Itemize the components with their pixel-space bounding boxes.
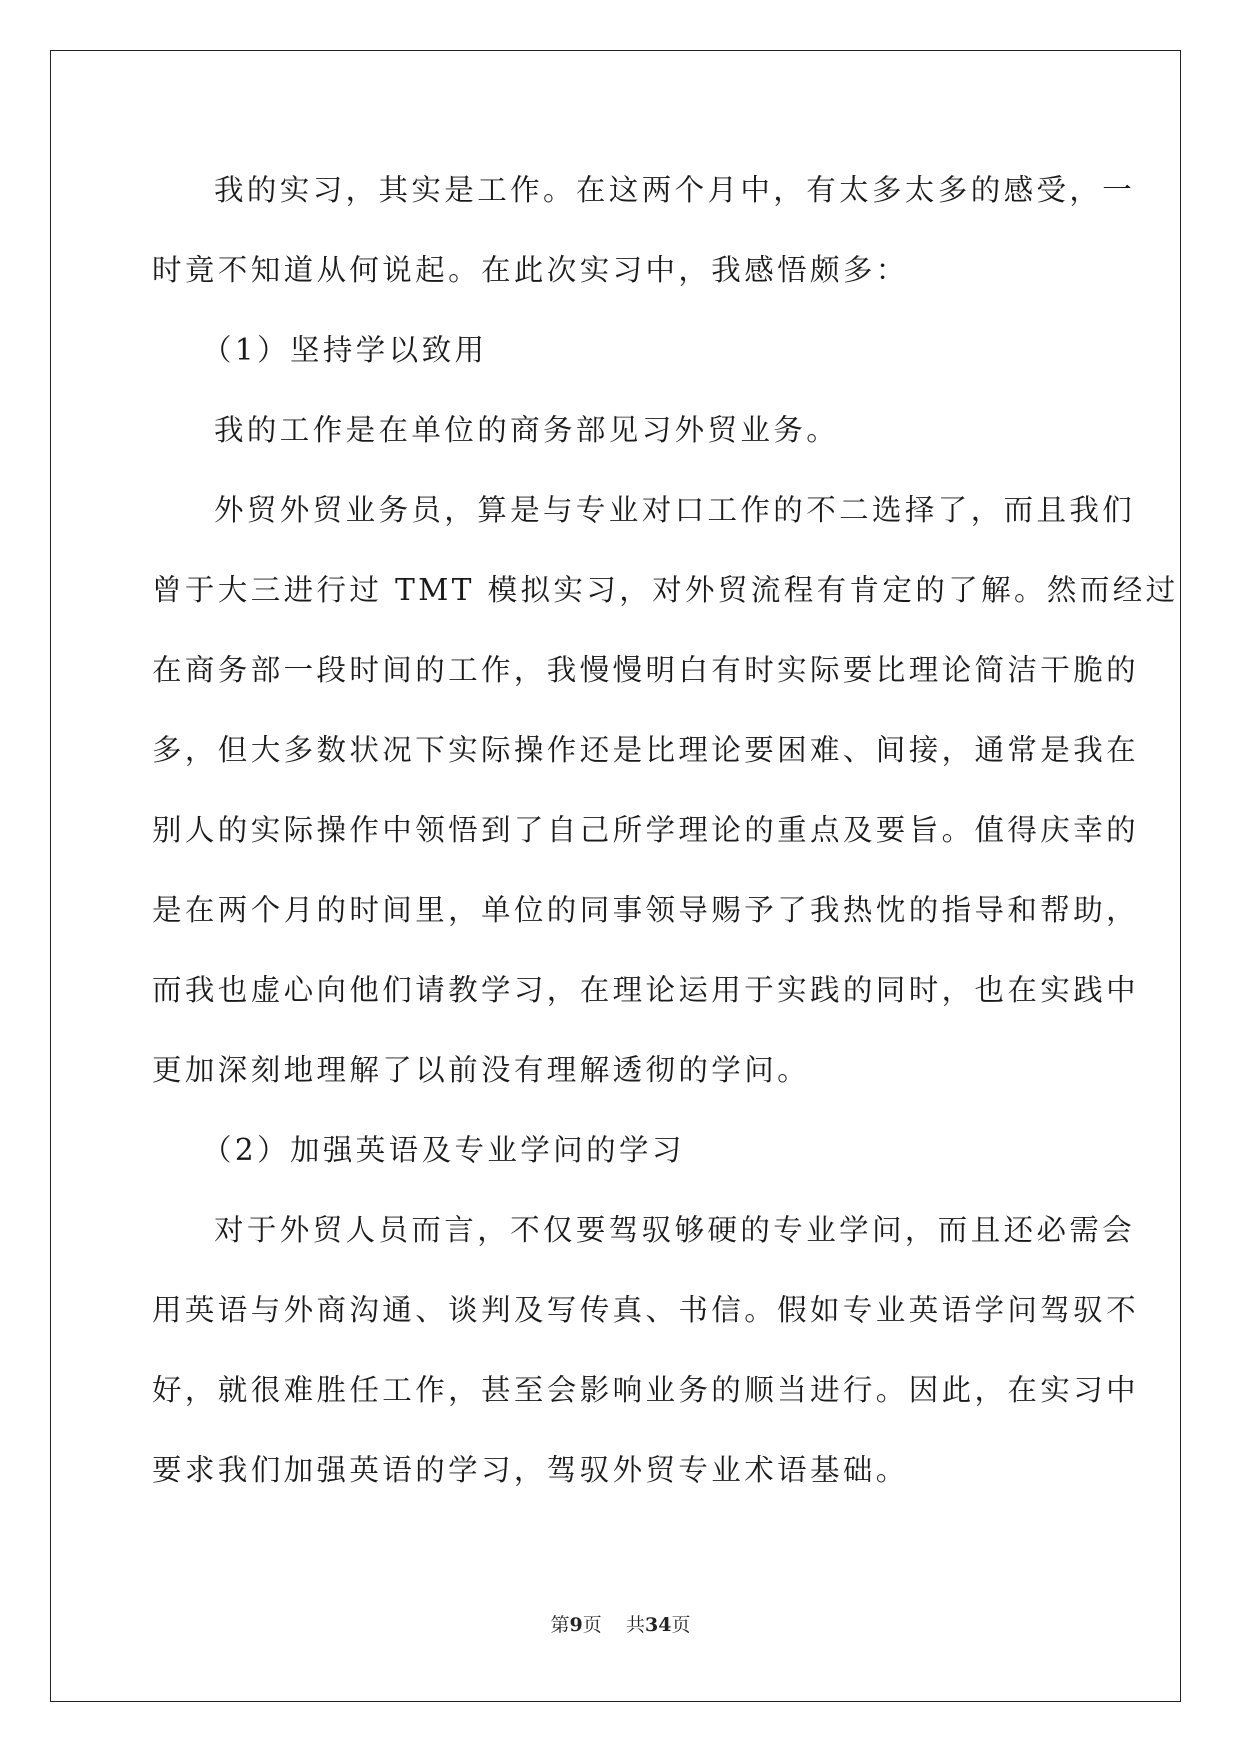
section-heading: （2）加强英语及专业学问的学习 bbox=[202, 1133, 685, 1167]
paragraph-line: 更加深刻地理解了以前没有理解透彻的学问。 bbox=[152, 1053, 811, 1087]
document-body bbox=[152, 160, 1179, 1520]
paragraph-line: 而我也虚心向他们请教学习，在理论运用于实践的同时，也在实践中 bbox=[152, 973, 1140, 1007]
paragraph-line: 我的工作是在单位的商务部见习外贸业务。 bbox=[214, 413, 840, 447]
paragraph-line: 外贸外贸业务员，算是与专业对口工作的不二选择了，而且我们 bbox=[214, 493, 1136, 527]
total-pages: 34 bbox=[644, 1614, 672, 1636]
footer-prefix: 第 bbox=[550, 1614, 570, 1636]
paragraph-line: 别人的实际操作中领悟到了自己所学理论的重点及要旨。值得庆幸的 bbox=[152, 813, 1140, 847]
paragraph-line: 是在两个月的时间里，单位的同事领导赐予了我热忱的指导和帮助， bbox=[152, 893, 1140, 927]
page-footer bbox=[0, 1610, 1241, 1637]
paragraph-line: 在商务部一段时间的工作，我慢慢明白有时实际要比理论简洁干脆的 bbox=[152, 653, 1140, 687]
paragraph-line: 我的实习，其实是工作。在这两个月中，有太多太多的感受，一 bbox=[214, 173, 1136, 207]
paragraph-line: 曾于大三进行过 TMT 模拟实习，对外贸流程有肯定的了解。然而经过 bbox=[152, 573, 1179, 607]
footer-total-prefix: 共 bbox=[625, 1614, 645, 1636]
footer-total-unit: 页 bbox=[671, 1614, 691, 1636]
paragraph-line: 好，就很难胜任工作，甚至会影响业务的顺当进行。因此，在实习中 bbox=[152, 1373, 1140, 1407]
paragraph-line: 对于外贸人员而言，不仅要驾驭够硬的专业学问，而且还必需会 bbox=[214, 1213, 1136, 1247]
paragraph-line: 用英语与外商沟通、谈判及写传真、书信。假如专业英语学问驾驭不 bbox=[152, 1293, 1140, 1327]
paragraph-line: 多，但大多数状况下实际操作还是比理论要困难、间接，通常是我在 bbox=[152, 733, 1140, 767]
section-heading: （1）坚持学以致用 bbox=[202, 333, 488, 367]
paragraph-line: 要求我们加强英语的学习，驾驭外贸专业术语基础。 bbox=[152, 1453, 909, 1487]
paragraph-line: 时竟不知道从何说起。在此次实习中，我感悟颇多： bbox=[152, 253, 909, 287]
footer-page-unit: 页 bbox=[582, 1614, 602, 1636]
page-number: 9 bbox=[569, 1614, 583, 1636]
